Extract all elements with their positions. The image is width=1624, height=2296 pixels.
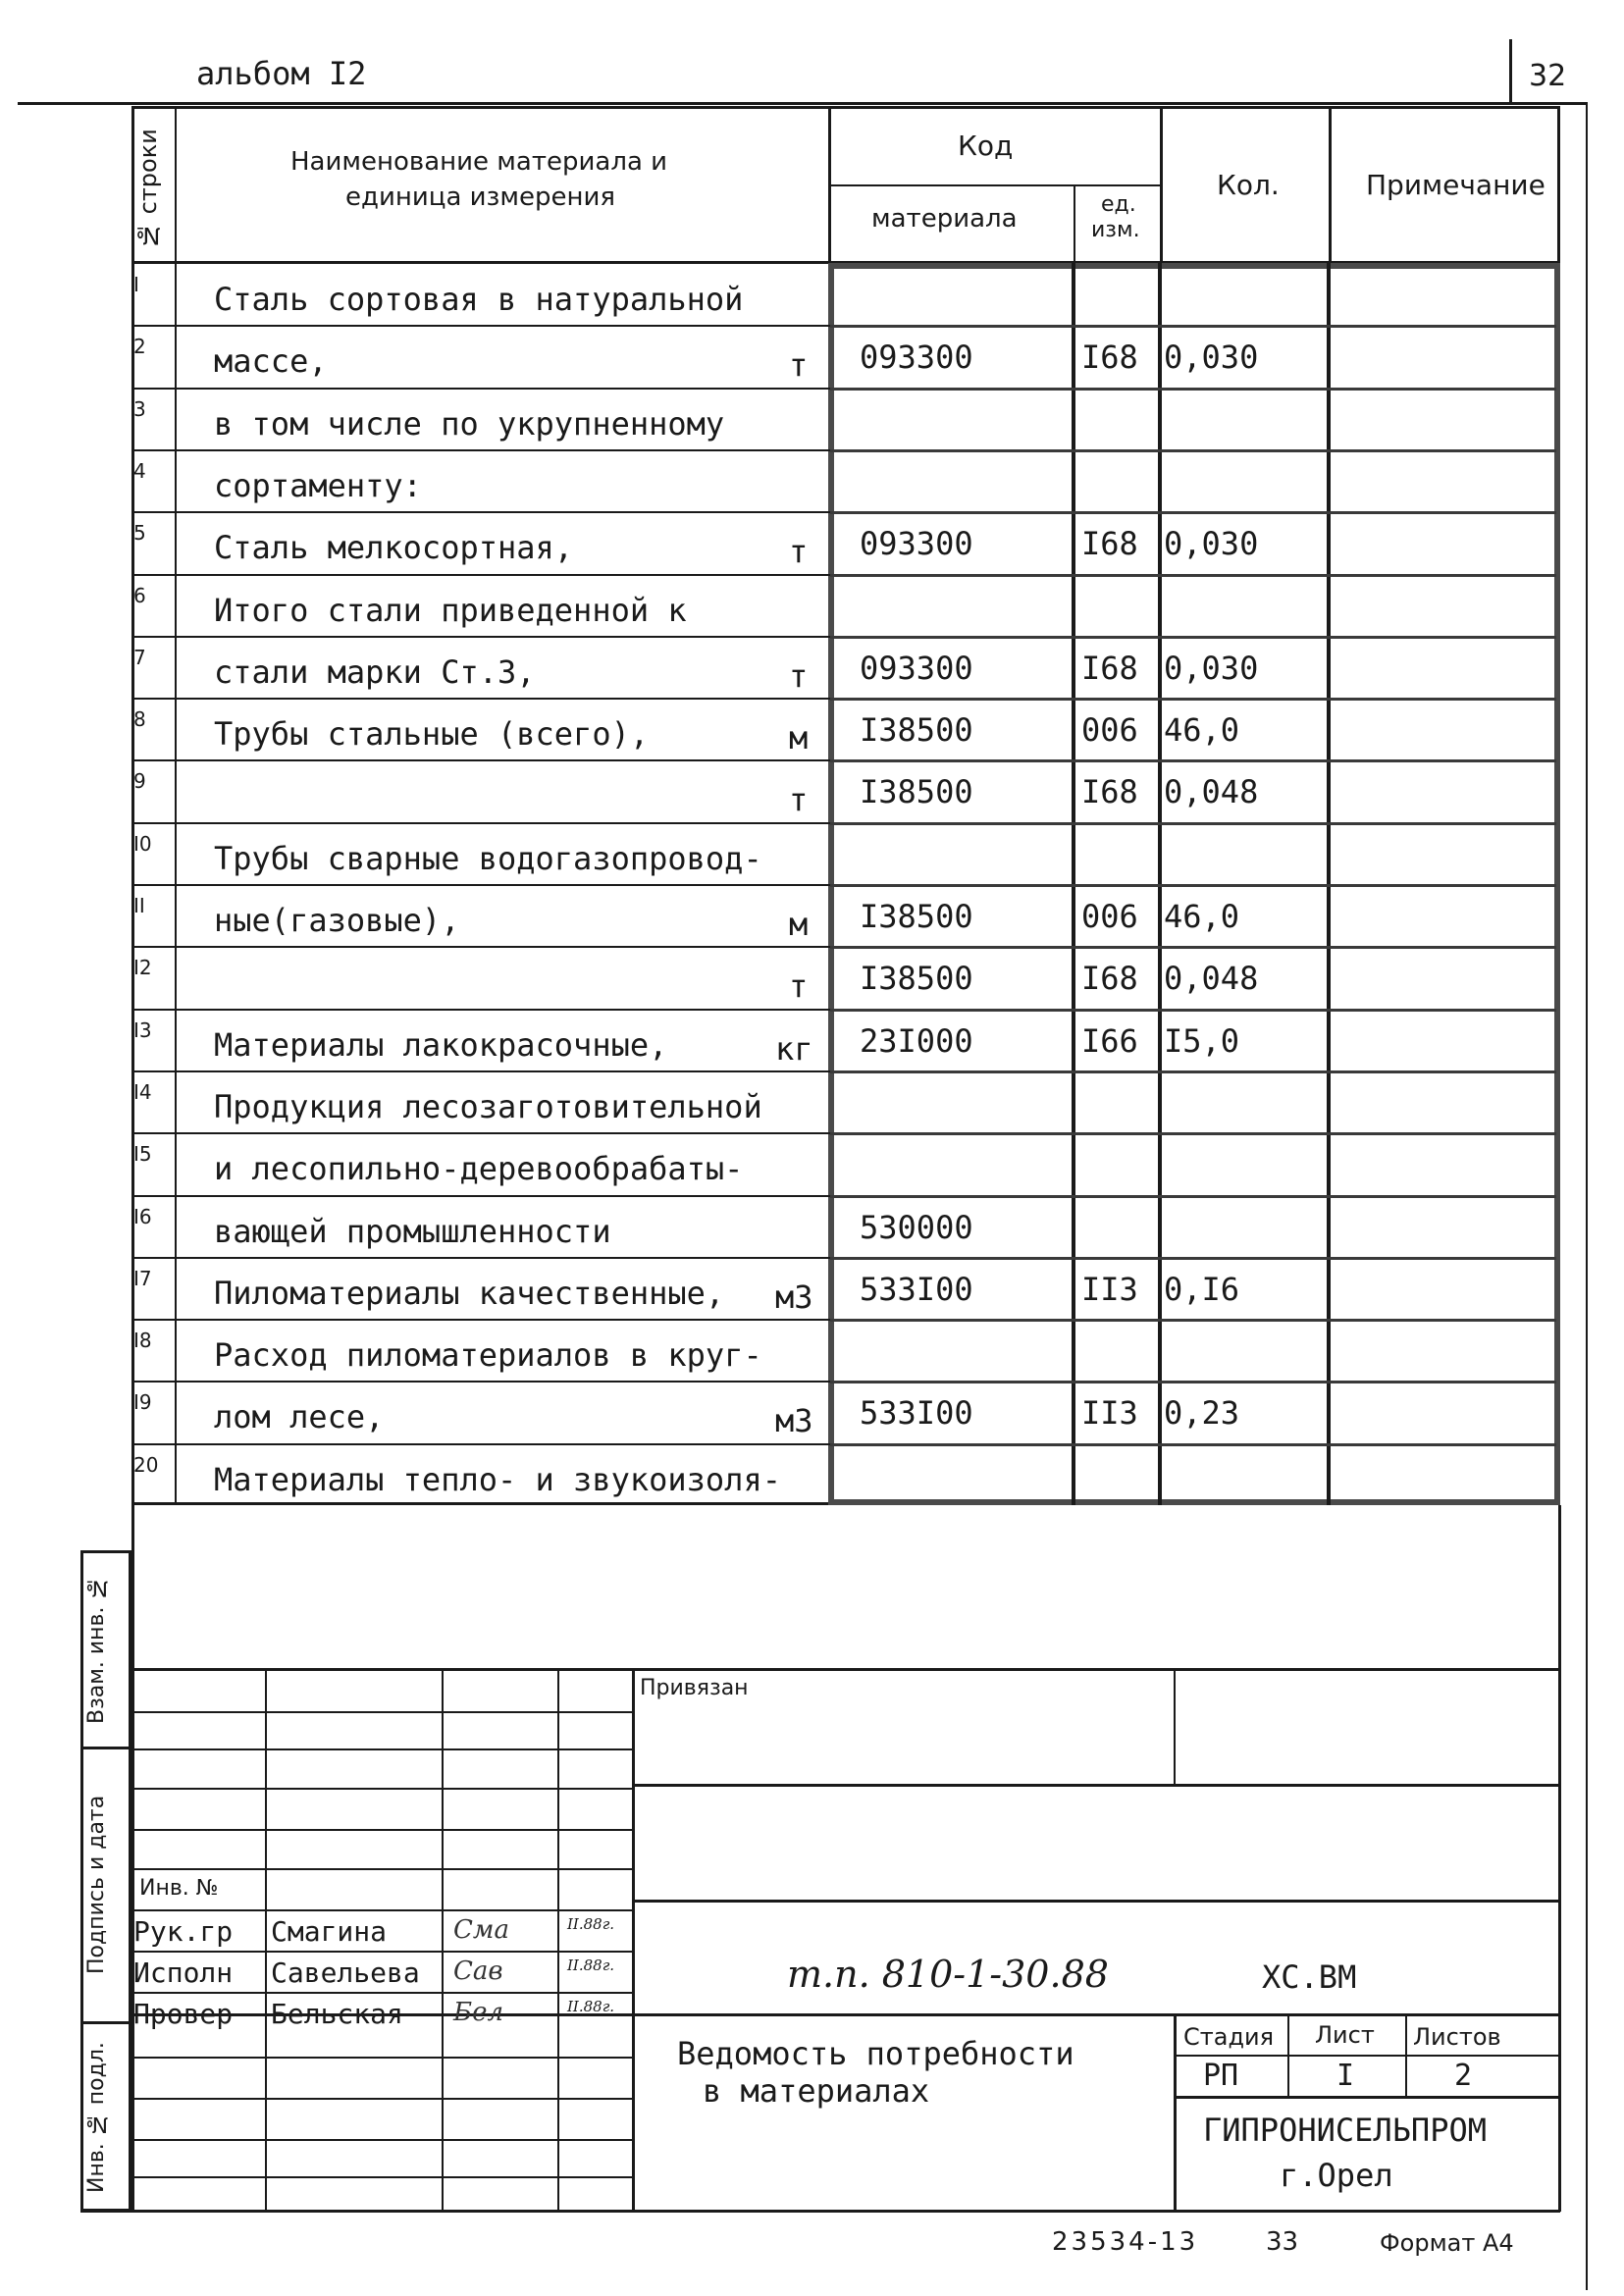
row-line-left [131,759,830,761]
row-line-left [131,1319,830,1321]
row-quantity: 0,030 [1164,339,1259,376]
header-note: Примечание [1366,169,1545,201]
signer-date: II.88г. [567,1957,615,1974]
row-unit: т [789,781,809,818]
row-line-left [131,1443,830,1445]
row-unit-code: I68 [1081,773,1138,810]
row-unit: кг [775,1030,813,1068]
side-label-vzam: Взам. инв. № [84,1575,109,1724]
org-city: г.Орел [1280,2157,1393,2194]
row-line-left [131,1257,830,1259]
row-material-name: ные(газовые), [214,902,460,939]
stage-box-row2 [1174,2096,1560,2099]
row-material-name: Итого стали приведенной к [214,592,687,629]
header-code-unit-2: изм. [1091,218,1140,242]
row-number: I [133,273,139,296]
row-unit: т [789,657,809,695]
row-unit: м [789,906,809,943]
row-material-name: и лесопильно-деревообрабаты- [214,1150,744,1187]
row-number: I8 [133,1329,152,1352]
signer-date: II.88г. [567,1998,615,2015]
row-line-right [830,884,1556,887]
stamp-left-row-line [131,2098,634,2100]
row-material-code: I38500 [860,960,973,997]
code-header-line [828,184,1162,186]
row-material-code: 093300 [860,650,973,687]
row-quantity: I5,0 [1164,1022,1240,1060]
stamp-left-row-line [131,1951,634,1953]
row-line-left [131,698,830,700]
page-number-divider [1509,39,1512,104]
row-material-name: Материалы лакокрасочные, [214,1026,668,1064]
row-number: 7 [133,646,146,669]
row-material-name: в том числе по укрупненному [214,405,725,443]
header-code-material: материала [871,204,1018,234]
stage-label: Стадия [1183,2023,1275,2051]
row-unit-code: II3 [1081,1271,1138,1308]
archive-number: 23534-13 [1052,2227,1199,2257]
row-unit-code: I68 [1081,525,1138,562]
signer-signature: Сав [453,1957,503,1986]
side-label-inv-podl: Инв. № подл. [84,2042,109,2194]
row-material-name: лом лесе, [214,1398,385,1435]
row-material-code: I38500 [860,773,973,810]
stage-value: РП [1203,2059,1239,2093]
row-material-name: Трубы стальные (всего), [214,715,650,753]
row-quantity: 0,048 [1164,773,1259,810]
doc-mark: ХС.ВМ [1262,1958,1357,1996]
row-material-name: Материалы тепло- и звукоизоля- [214,1461,781,1498]
row-unit: т [789,346,809,384]
header-code-unit-1: ед. [1101,192,1136,217]
signer-name: Бельская [271,1998,403,2030]
row-material-name: Расход пиломатериалов в круг- [214,1336,762,1374]
inv-no-label: Инв. № [139,1876,219,1901]
row-line-right [830,1070,1556,1073]
sheet-value: I [1336,2059,1355,2093]
sheet-label: Лист [1315,2021,1375,2049]
right-margin-line [1586,102,1588,2290]
row-number: I3 [133,1018,152,1042]
row-number: II [133,894,145,917]
stamp-left-row-line [131,1748,634,1750]
row-quantity: 46,0 [1164,898,1240,935]
row-material-code: 533I00 [860,1394,973,1432]
header-code: Код [958,130,1014,162]
stamp-line-c [632,2013,1560,2016]
stamp-col-1b [265,1909,267,2210]
row-number: 9 [133,769,146,793]
row-unit: м3 [775,1278,813,1316]
stamp-left-row-line [131,2176,634,2178]
row-material-name: Сталь мелкосортная, [214,529,574,566]
top-border-line [18,102,1588,105]
row-material-code: 093300 [860,525,973,562]
row-line-right [830,1195,1556,1198]
stamp-left-line [131,1505,134,2212]
row-line-left [131,325,830,327]
row-unit: т [789,967,809,1005]
header-name-line2: единица измерения [345,183,616,212]
col-line-code-split [1074,184,1075,263]
row-number: I5 [133,1142,152,1166]
row-line-right [830,449,1556,452]
row-number: I9 [133,1390,152,1414]
row-line-right [830,1257,1556,1260]
row-number: 2 [133,335,146,358]
row-unit-code: 006 [1081,898,1138,935]
row-quantity: 0,030 [1164,650,1259,687]
stamp-left-row-line [131,1788,634,1790]
row-material-code: I38500 [860,898,973,935]
row-number: I0 [133,832,152,856]
signer-date: II.88г. [567,1915,615,1933]
col-line-note [1329,106,1332,263]
stamp-top-line [131,1668,1560,1671]
row-line-right [830,388,1556,391]
row-unit-code: I68 [1081,650,1138,687]
row-unit-code: I66 [1081,1022,1138,1060]
row-material-code: 23I000 [860,1022,973,1060]
signer-role: Рук.гр [133,1915,234,1948]
row-line-right [830,325,1556,328]
row-line-left [131,574,830,576]
stamp-left-row-line [131,2057,634,2059]
row-line-left [131,946,830,948]
row-material-name: стали марки Ст.3, [214,653,536,691]
row-line-left [131,1132,830,1134]
row-material-name: Пиломатериалы качественные, [214,1275,725,1312]
row-number: 6 [133,584,146,607]
row-line-right [830,759,1556,762]
signer-signature: Бел [453,1998,504,2027]
row-number: 4 [133,459,146,483]
row-material-name: Продукция лесозаготовительной [214,1088,762,1125]
row-line-right [830,1319,1556,1322]
row-material-name: сортаменту: [214,467,422,504]
row-number: 3 [133,397,146,421]
sheets-label: Листов [1413,2023,1501,2051]
lower-right-border [1558,1505,1561,2212]
stamp-left-row-line [131,1868,634,1870]
row-unit: м [789,719,809,757]
row-line-right [830,1443,1556,1446]
row-line-right [830,946,1556,949]
row-unit: т [789,533,809,570]
row-line-right [830,574,1556,577]
signer-name: Смагина [271,1915,388,1948]
stamp-left-row-line [131,1711,634,1713]
row-material-name: вающей промышленности [214,1213,611,1250]
privyazan-label: Привязан [640,1676,749,1700]
row-line-left [131,822,830,824]
header-name-line1: Наименование материала и [290,147,668,177]
stage-box-left [1174,2013,1177,2212]
row-quantity: 0,048 [1164,960,1259,997]
row-material-name: массе, [214,342,328,380]
row-unit: м3 [775,1402,813,1439]
row-line-left [131,1070,830,1072]
row-quantity: 46,0 [1164,711,1240,749]
doc-title-2: в материалах [703,2072,930,2110]
signer-signature: Сма [453,1915,509,1945]
row-number: I2 [133,956,152,979]
footer-page-num: 33 [1266,2227,1299,2257]
row-unit-code: 006 [1081,711,1138,749]
stamp-left-row-line [131,1829,634,1831]
row-line-right [830,1132,1556,1135]
side-divider-1 [80,1747,131,1749]
row-line-left [131,511,830,513]
row-quantity: 0,23 [1164,1394,1240,1432]
row-quantity: 0,I6 [1164,1271,1240,1308]
row-unit-code: I68 [1081,339,1138,376]
privyazan-divider [1174,1668,1176,1786]
row-number: 5 [133,521,146,545]
album-label: альбом I2 [196,55,367,92]
header-quantity: Кол. [1217,169,1280,201]
col-line-rownum [175,106,177,1505]
row-material-code: 530000 [860,1209,973,1246]
doc-code: т.п. 810-1-30.88 [787,1953,1109,1996]
row-number: I6 [133,1205,152,1228]
row-line-left [131,1381,830,1383]
row-material-name: Сталь сортовая в натуральной [214,281,744,318]
row-number: 20 [133,1453,159,1477]
format-label: Формат А4 [1380,2229,1514,2257]
stamp-line-a [632,1784,1560,1787]
row-number: 8 [133,707,146,731]
doc-title-1: Ведомость потребности [677,2035,1074,2072]
row-unit-code: I68 [1081,960,1138,997]
row-line-left [131,1195,830,1197]
row-line-left [131,1009,830,1011]
header-row-no: № строки [134,129,162,250]
row-number: I7 [133,1267,152,1290]
row-material-code: I38500 [860,711,973,749]
page-number: 32 [1529,59,1567,93]
row-line-right [830,822,1556,825]
sheets-value: 2 [1454,2059,1473,2093]
stamp-line-b [632,1900,1560,1903]
side-divider-2 [80,2021,131,2024]
signer-role: Провер [133,1998,234,2030]
row-line-right [830,511,1556,514]
signer-name: Савельева [271,1957,420,1989]
row-line-right [830,1009,1556,1012]
row-line-right [830,1381,1556,1383]
row-material-code: 533I00 [860,1271,973,1308]
row-line-left [131,636,830,638]
stamp-left-row-line [131,1909,634,1911]
row-material-name: Трубы сварные водогазопровод- [214,840,762,877]
org-name: ГИПРОНИСЕЛЬПРОМ [1203,2112,1487,2149]
row-line-left [131,388,830,390]
row-line-left [131,884,830,886]
stamp-bottom-line [80,2210,1560,2213]
side-label-podpis: Подпись и дата [84,1795,109,1975]
signer-role: Исполн [133,1957,234,1989]
row-unit-code: II3 [1081,1394,1138,1432]
row-line-right [830,636,1556,639]
row-line-left [131,449,830,451]
row-line-right [830,698,1556,701]
row-quantity: 0,030 [1164,525,1259,562]
stamp-left-row-line [131,2139,634,2141]
row-material-code: 093300 [860,339,973,376]
stamp-left-row-line [131,1992,634,1994]
row-number: I4 [133,1080,152,1104]
stage-box-row1 [1174,2055,1560,2057]
